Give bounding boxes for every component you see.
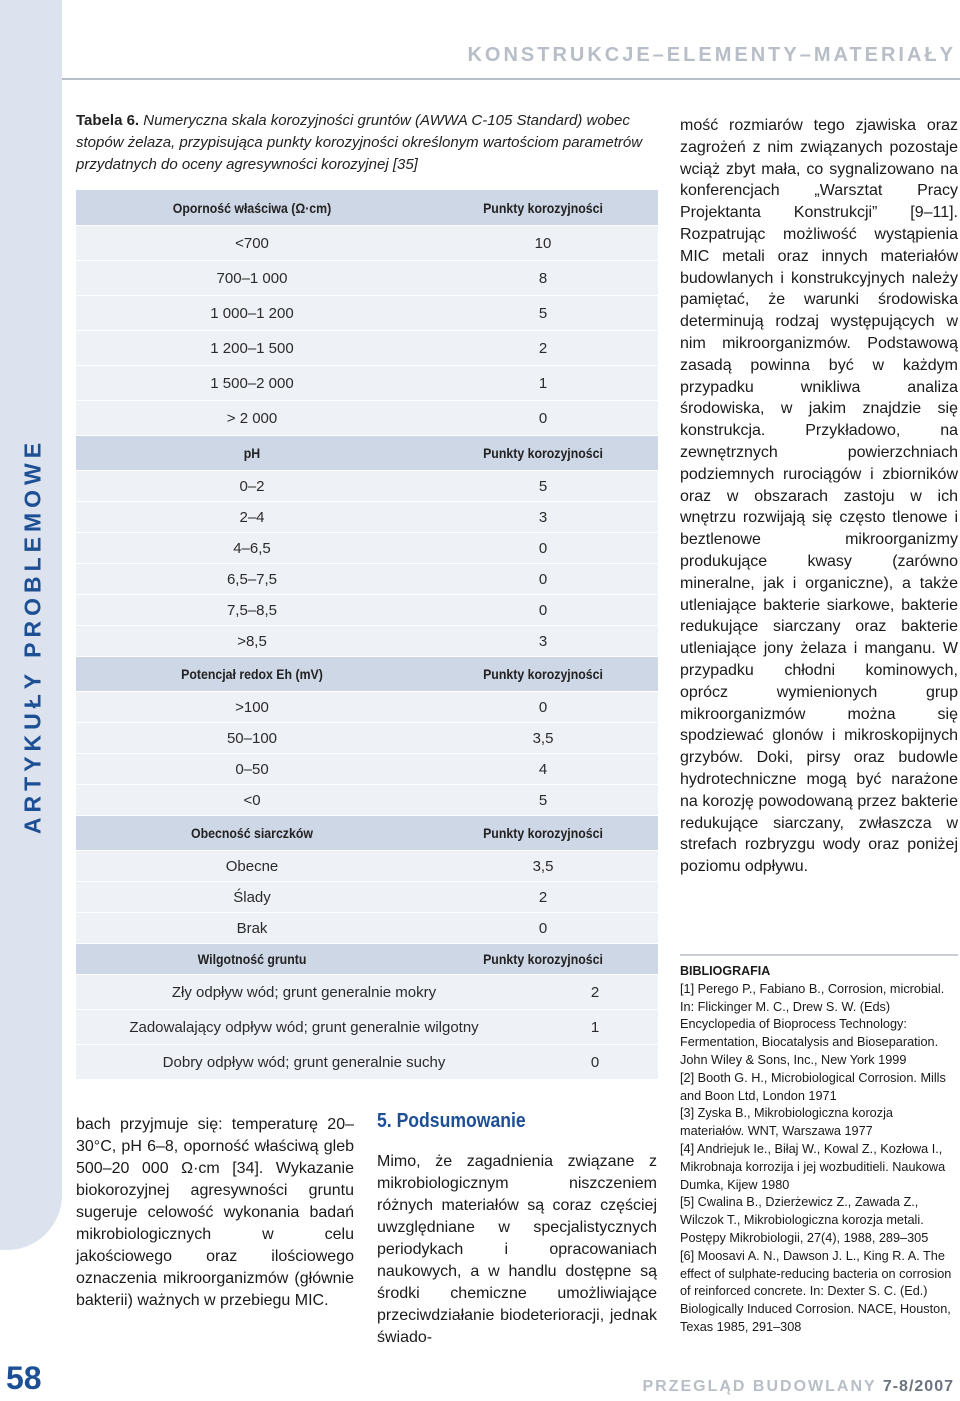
bibliography-item: [4] Andriejuk Ie., Biłaj W., Kowal Z., Kozłowa I., Mikrobnaja korrozija i jej wozbuditieli. Naukowa Dumka, Kijew 1980 <box>680 1141 946 1192</box>
table-row <box>76 261 658 296</box>
row-value: >8,5 <box>237 632 267 650</box>
header-parameter: Oporność właściwa (Ω·cm) <box>172 199 332 216</box>
row-points: 0 <box>538 409 548 427</box>
row-value: <700 <box>235 234 269 252</box>
table-row <box>76 1010 658 1045</box>
table-row <box>76 471 658 502</box>
table-row <box>76 785 658 816</box>
section-title: 5. Podsumowanie <box>377 1110 526 1132</box>
table-row <box>76 366 658 401</box>
bibliography-item: [1] Perego P., Fabiano B., Corrosion, microbial. In: Flickinger M. C., Drew S. W. (Eds) Encyclopedia of Bioprocess Technology: Fermentation, Biocatalysis and Bioseparation. John Wiley & Sons, Inc., New York 1999 <box>680 981 945 1067</box>
table-row <box>76 226 658 261</box>
header-title: KONSTRUKCJE–ELEMENTY–MATERIAŁY <box>467 44 956 66</box>
row-value: 0–50 <box>235 760 269 778</box>
row-points: 2 <box>538 888 548 906</box>
table-row <box>76 882 658 913</box>
table-group-header <box>76 657 658 692</box>
row-points: 2 <box>538 339 548 357</box>
bibliography-item: [2] Booth G. H., Microbiological Corrosion. Mills and Boon Ltd, London 1971 <box>680 1070 946 1103</box>
table-group-header <box>76 816 658 851</box>
row-value: 1 500–2 000 <box>210 374 294 392</box>
header-parameter: Obecność siarczków <box>191 825 313 841</box>
header-parameter: Wilgotność gruntu <box>197 951 307 967</box>
table-row <box>76 595 658 626</box>
header-parameter: Potencjał redox Eh (mV) <box>181 666 323 682</box>
table-group-header <box>76 190 658 226</box>
row-value: 2–4 <box>239 508 265 526</box>
body-text-middle: Mimo, że zagadnienia związane z mikrobiologicznym niszczeniem różnych materiałów są coraz częściej uwzględniane w specjalistycznych periodykach i opracowaniach naukowych, a w handlu dostępne są środki chemiczne umożliwiające przeciwdziałanie biodeterioracji, jednak świado- <box>377 1153 657 1346</box>
row-points: 0 <box>590 1053 600 1071</box>
summary-section <box>377 1110 657 1349</box>
row-value: 6,5–7,5 <box>226 570 278 588</box>
bibliography-item: [5] Cwalina B., Dzierżewicz Z., Zawada Z., Wilczok T., Mikrobiologiczna korozja metali. Postępy Mikrobiologii, 27(4), 1988, 289–305 <box>680 1195 929 1245</box>
header-points: Punkty korozyjności <box>483 951 603 967</box>
row-points: 1 <box>538 374 548 392</box>
row-value: Brak <box>236 919 268 937</box>
section-label: ARTYKUŁY PROBLEMOWE <box>19 437 46 835</box>
row-points: 0 <box>538 919 548 937</box>
row-value: 1 200–1 500 <box>210 339 294 357</box>
row-points: 0 <box>538 698 548 716</box>
row-points: 0 <box>538 570 548 588</box>
table-row <box>76 401 658 436</box>
row-points: 5 <box>538 477 548 495</box>
body-text-left: bach przyjmuje się: temperaturę 20–30°C, pH 6–8, oporność właściwą gleb 500–20 000 Ω·cm [34]. Wykazanie biokorozyjnej agresywności gruntu sugeruje celowość wykonania badań mikrobiologicznych w celu jakościowego oraz ilościowego oznaczenia mikroorganizmów (głównie bakterii) ważnych w przebiegu MIC. <box>76 1116 354 1309</box>
header-parameter: pH <box>243 445 261 461</box>
bibliography-item: [3] Zyska B., Mikrobiologiczna korozja materiałów. WNT, Warszawa 1977 <box>680 1106 893 1139</box>
row-points: 5 <box>538 791 548 809</box>
row-points: 4 <box>538 760 548 778</box>
row-value: Zły odpływ wód; grunt generalnie mokry <box>171 983 437 1001</box>
magazine-name: PRZEGLĄD BUDOWLANY <box>642 1378 877 1395</box>
header-rule <box>62 78 960 80</box>
table-row <box>76 754 658 785</box>
row-points: 8 <box>538 269 548 287</box>
table-row <box>76 296 658 331</box>
row-value: Zadowalający odpływ wód; grunt generalnie wilgotny <box>129 1018 479 1036</box>
table-caption <box>76 110 660 176</box>
table-row <box>76 723 658 754</box>
caption-label: Tabela 6. <box>76 112 140 129</box>
row-value: Dobry odpływ wód; grunt generalnie suchy <box>162 1053 446 1071</box>
bibliography-item: [6] Moosavi A. N., Dawson J. L., King R. A. The effect of sulphate-reducing bacteria on corrosion of reinforced concrete. In: Dexter S. C. (Ed.) Biologically Induced Corrosion. NACE, Houston, Texas 1985, 291–308 <box>680 1248 952 1334</box>
page-number: 58 <box>6 1360 42 1396</box>
issue-number: 7-8/2007 <box>882 1378 954 1395</box>
header-points: Punkty korozyjności <box>483 199 603 216</box>
table-row <box>76 851 658 882</box>
row-points: 2 <box>590 983 600 1001</box>
row-points: 3,5 <box>532 857 554 875</box>
table-row <box>76 1045 658 1080</box>
row-points: 0 <box>538 601 548 619</box>
table-group-header <box>76 944 658 975</box>
row-value: >100 <box>235 698 269 716</box>
row-value: 4–6,5 <box>233 539 271 557</box>
row-points: 3 <box>538 632 548 650</box>
row-value: 700–1 000 <box>216 269 288 287</box>
row-value: 0–2 <box>239 477 265 495</box>
table-row <box>76 626 658 657</box>
row-value: 1 000–1 200 <box>210 304 294 322</box>
table-row <box>76 331 658 366</box>
row-points: 3 <box>538 508 548 526</box>
row-value: > 2 000 <box>226 409 278 427</box>
row-value: Ślady <box>233 888 271 906</box>
row-value: Obecne <box>225 857 279 875</box>
row-value: 50–100 <box>226 729 278 747</box>
row-points: 0 <box>538 539 548 557</box>
row-points: 3,5 <box>532 729 554 747</box>
table-row <box>76 913 658 944</box>
row-points: 5 <box>538 304 548 322</box>
table-row <box>76 692 658 723</box>
footer <box>642 1378 954 1396</box>
table-row <box>76 975 658 1010</box>
header-points: Punkty korozyjności <box>483 825 603 841</box>
bibliography-rule <box>680 954 958 956</box>
table-row <box>76 564 658 595</box>
row-value: <0 <box>243 791 261 809</box>
header-points: Punkty korozyjności <box>483 445 603 461</box>
caption-text: Numeryczna skala korozyjności gruntów (AWWA C-105 Standard) wobec stopów żelaza, przypisująca punkty korozyjności określonym wartościom parametrów przydatnych do oceny agresywności korozyjnej [35] <box>76 112 643 173</box>
header-points: Punkty korozyjności <box>483 666 603 682</box>
bibliography <box>680 963 958 1337</box>
row-points: 1 <box>590 1018 600 1036</box>
row-points: 10 <box>534 234 552 252</box>
row-value: 7,5–8,5 <box>226 601 278 619</box>
corrosivity-table <box>76 190 658 1080</box>
bibliography-title: BIBLIOGRAFIA <box>680 964 771 978</box>
table-row <box>76 502 658 533</box>
table-row <box>76 533 658 564</box>
table-group-header <box>76 436 658 471</box>
body-text-right: mość rozmiarów tego zjawiska oraz zagrożeń z nim związanych pozostaje wciąż zbyt mała, co sygnalizowano na konferencjach „Warsztat Pracy Projektanta Konstrukcji” [9–11]. Rozpatrując możliwość wystąpienia MIC metali oraz innych materiałów budowlanych i konstrukcyjnych należy pamiętać, że warunki środowiska determinują rodzaj występujących w nim mikroorganizmów. Podstawową zasadą powinna być w każdym przypadku wnikliwa analiza środowiska, w jakim znajdzie się konstrukcja. Przykładowo, na zewnętrznych powierzchniach podziemnych rurociągów i zbiorników oraz w obszarach zastoju w ich wnętrzu rozwijają się często tlenowe i beztlenowe mikroorganizmy produkujące kwasy (zarówno mineralne, jak i organiczne), a także utleniające bakterie siarkowe, bakterie redukujące siarczany oraz bakterie utleniające jony żelaza i manganu. W przypadku chłodni kominowych, oprócz wymienionych grup mikroorganizmów można się spodziewać glonów i mikroskopijnych grzybów. Doki, pirsy oraz budowle hydrotechniczne mogą być narażone na korozję powodowaną przez bakterie redukujące siarczany, zwłaszcza w strefach rozbryzgu wody oraz poniżej poziomu odpływu. <box>680 117 958 876</box>
